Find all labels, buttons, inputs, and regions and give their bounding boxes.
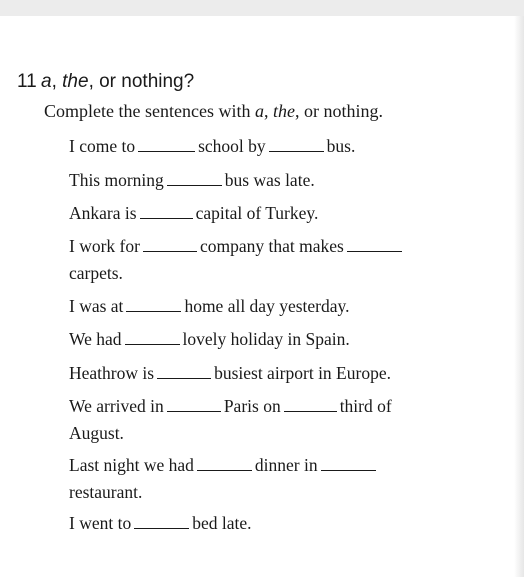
sentence-text: Heathrow is [69, 363, 155, 383]
sentence-line [69, 134, 355, 158]
sentence-text: company that makes [199, 236, 344, 256]
answer-blank[interactable] [138, 137, 195, 152]
sentence-text: busiest airport in Europe. [214, 363, 391, 383]
sentence-text: third of [339, 396, 392, 416]
sentence-text: capital of Turkey. [195, 203, 319, 223]
exercise-number: 11 [17, 71, 37, 92]
exercise-header [17, 71, 194, 93]
sentence-line [69, 361, 391, 385]
sentence-line-continued: carpets. [69, 263, 123, 283]
sentence-text: Last night we had [69, 455, 194, 475]
instruction-post: , or nothing. [294, 101, 383, 121]
sentence-line-continued: restaurant. [69, 482, 143, 502]
sentence-text: dinner in [254, 455, 318, 475]
answer-blank[interactable] [197, 456, 252, 471]
sentence-text: I went to [69, 513, 132, 533]
answer-blank[interactable] [125, 330, 180, 345]
answer-blank[interactable] [140, 204, 193, 219]
sentence-text: home all day yesterday. [184, 296, 350, 316]
answer-blank[interactable] [167, 397, 221, 412]
answer-blank[interactable] [284, 397, 337, 412]
answer-blank[interactable] [347, 237, 402, 252]
top-margin-band [0, 0, 524, 16]
sentence-line [69, 327, 350, 351]
sentence-text: school by [198, 136, 266, 156]
sentence-text: bus. [326, 136, 356, 156]
sentence-text: bus was late. [224, 170, 315, 190]
sentence-line [69, 394, 392, 418]
answer-blank[interactable] [167, 171, 222, 186]
sentence-text: We arrived in [69, 396, 164, 416]
page-edge-shadow [514, 16, 524, 577]
sentence-line [69, 294, 350, 318]
title-word-a: a [41, 71, 52, 92]
sentence-line-continued: August. [69, 423, 124, 443]
instruction [44, 101, 383, 122]
answer-blank[interactable] [321, 456, 376, 471]
sentence-line [69, 511, 252, 535]
title-separator: , [51, 71, 63, 92]
sentence-text: Ankara is [69, 203, 137, 223]
sentence-line [69, 201, 318, 225]
sentence-line [69, 453, 379, 477]
sentence-text: lovely holiday in Spain. [182, 329, 350, 349]
instruction-pre: Complete the sentences with [44, 101, 255, 121]
title-word-the: the [62, 71, 89, 92]
sentence-text: We had [69, 329, 122, 349]
title-rest: , or nothing? [88, 71, 195, 92]
instruction-separator: , [263, 101, 273, 121]
sentence-text: I was at [69, 296, 124, 316]
sentence-text: I work for [69, 236, 140, 256]
sentence-text: bed late. [192, 513, 252, 533]
sentence-line [69, 168, 315, 192]
answer-blank[interactable] [134, 514, 189, 529]
answer-blank[interactable] [126, 297, 181, 312]
sentence-text: Paris on [223, 396, 281, 416]
sentence-text: I come to [69, 136, 136, 156]
instruction-word-the: the [272, 101, 295, 121]
sentence-line [69, 234, 405, 258]
instruction-word-a: a [254, 101, 264, 121]
answer-blank[interactable] [157, 364, 211, 379]
sentence-text: This morning [69, 170, 164, 190]
exercise-title [41, 71, 194, 93]
answer-blank[interactable] [143, 237, 197, 252]
answer-blank[interactable] [269, 137, 324, 152]
